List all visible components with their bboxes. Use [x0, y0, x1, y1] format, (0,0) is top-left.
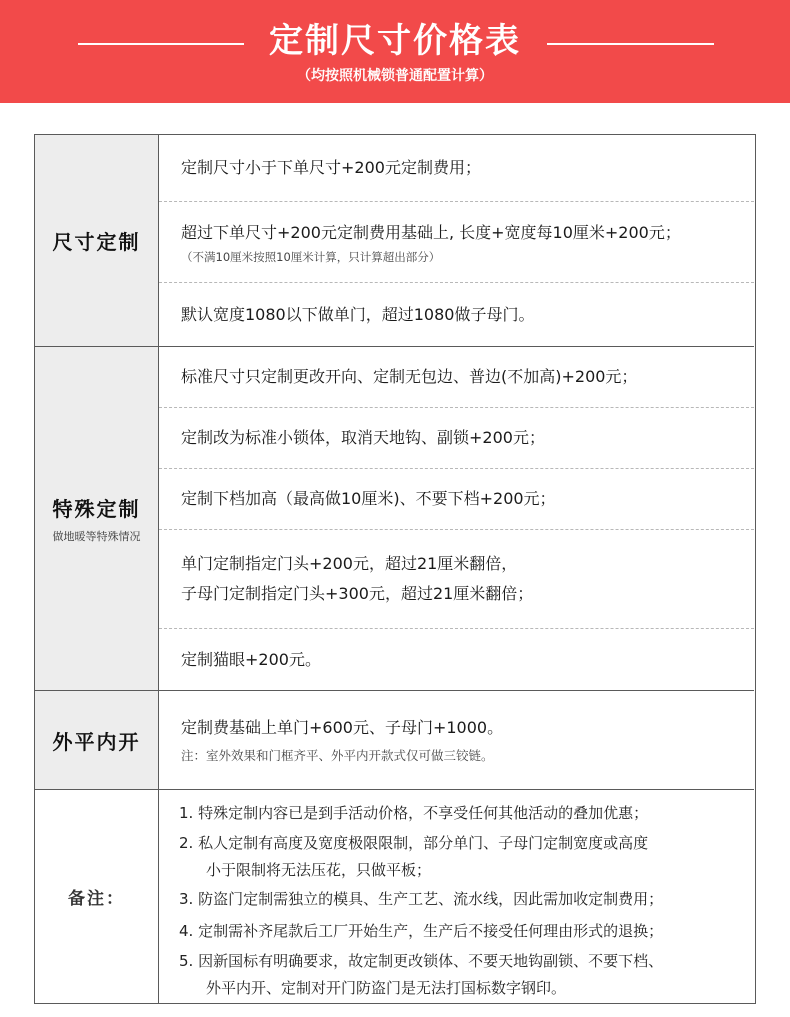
section-content	[159, 790, 754, 1003]
row-text: 定制猫眼+200元。	[181, 650, 321, 669]
section-label: 尺寸定制	[52, 230, 141, 254]
content-row	[159, 135, 754, 201]
section-label-cell	[35, 347, 159, 690]
section-content	[159, 135, 754, 346]
row-text: 定制尺寸小于下单尺寸+200元定制费用；	[181, 158, 481, 177]
content-row	[159, 691, 754, 790]
content-row	[159, 530, 754, 628]
header-banner	[0, 0, 790, 103]
section-size-custom	[35, 135, 754, 346]
content-row	[159, 629, 754, 691]
content-row	[159, 283, 754, 346]
row-note: （不满10厘米按照10厘米计算，只计算超出部分）	[181, 250, 441, 264]
row-text: 超过下单尺寸+200元定制费用基础上, 长度+宽度每10厘米+200元；	[181, 223, 681, 242]
row-text: 定制下档加高（最高做10厘米)、不要下档+200元；	[181, 489, 556, 508]
content-row	[159, 347, 754, 407]
row-text: 标准尺寸只定制更改开向、定制无包边、普边(不加高)+200元；	[181, 367, 638, 386]
price-table	[34, 134, 756, 1004]
section-outer-flush	[35, 690, 754, 789]
section-label-cell	[35, 691, 159, 789]
section-label-cell	[35, 135, 159, 346]
remark-item-continued: 小于限制将无法压花，只做平板；	[206, 861, 432, 879]
row-text: 定制费基础上单门+600元、子母门+1000。	[181, 717, 504, 737]
section-special-custom	[35, 346, 754, 690]
content-row	[159, 202, 754, 282]
section-remarks	[35, 789, 754, 1003]
section-content	[159, 347, 754, 690]
remark-item-continued: 外平内开、定制对开门防盗门是无法打国标数字钢印。	[206, 979, 567, 997]
remark-item: 1. 特殊定制内容已是到手活动价格，不享受任何其他活动的叠加优惠；	[179, 804, 649, 822]
page-title: 定制尺寸价格表	[269, 21, 521, 61]
row-text: 定制改为标准小锁体，取消天地钩、副锁+200元；	[181, 428, 545, 447]
row-text: 子母门定制指定门头+300元，超过21厘米翻倍；	[181, 584, 534, 603]
remark-item: 3. 防盗门定制需独立的模具、生产工艺、流水线，因此需加收定制费用；	[179, 890, 664, 908]
content-row	[159, 469, 754, 529]
section-content	[159, 691, 754, 789]
row-text: 默认宽度1080以下做单门，超过1080做子母门。	[181, 304, 535, 324]
remark-item: 2. 私人定制有高度及宽度极限限制，部分单门、子母门定制宽度或高度	[179, 834, 649, 852]
section-label-cell	[35, 790, 159, 1003]
section-label: 外平内开	[52, 729, 141, 754]
section-label: 备注：	[68, 889, 125, 909]
remarks-list	[159, 798, 754, 998]
page-subtitle: （均按照机械锁普通配置计算）	[297, 68, 493, 84]
content-row	[159, 408, 754, 468]
section-sublabel: 做地暖等特殊情况	[52, 530, 141, 543]
remark-item: 4. 定制需补齐尾款后工厂开始生产，生产后不接受任何理由形式的退换；	[179, 922, 664, 940]
section-label: 特殊定制	[52, 497, 141, 521]
remark-item: 5. 因新国标有明确要求，故定制更改锁体、不要天地钩副锁、不要下档、	[179, 952, 664, 970]
row-note: 注：室外效果和门框齐平、外平内开款式仅可做三铰链。	[181, 747, 494, 763]
row-text: 单门定制指定门头+200元，超过21厘米翻倍，	[181, 554, 518, 573]
